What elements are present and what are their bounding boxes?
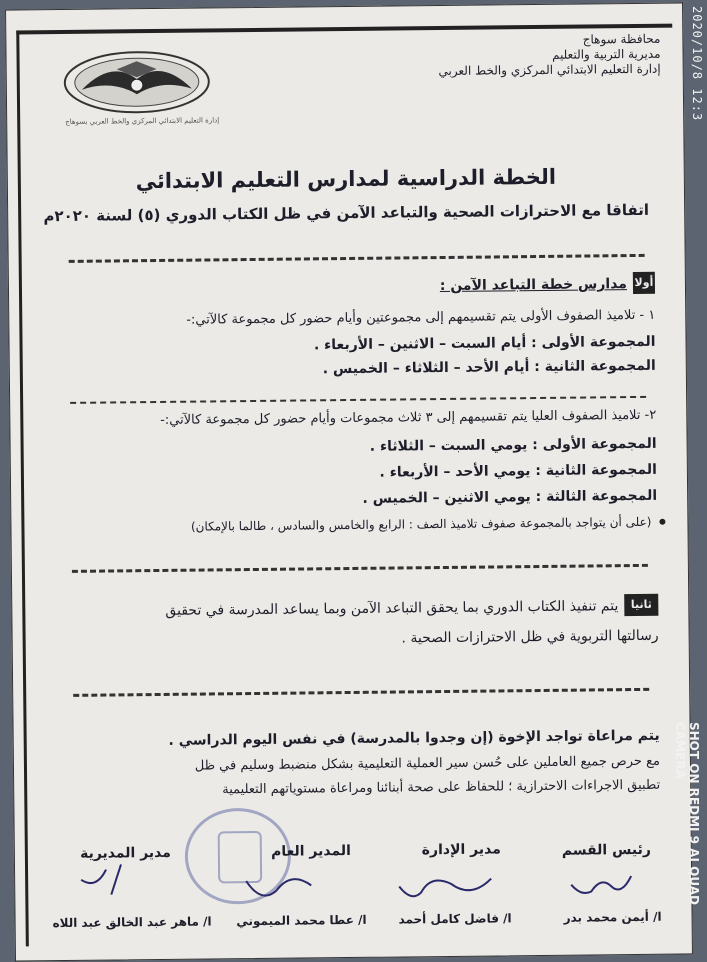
letterhead-administration: إدارة التعليم الابتدائي المركزي والخط العربي	[438, 61, 661, 79]
signatory-title-4: مدير المديرية	[79, 844, 171, 862]
logo-caption: إدارة التعليم الابتدائي المركزي والخط العربي بسوهاج	[65, 116, 220, 126]
page-title: الخطة الدراسية لمدارس التعليم الابتدائي	[135, 164, 557, 194]
bullet-icon	[659, 519, 665, 525]
signatory-name-1: ا/ أيمن محمد بدر	[563, 909, 662, 925]
camera-watermark: SHOT ON REDMI 9 AI QUAD CAMERA	[673, 722, 701, 905]
section1-item2: ٢- تلاميذ الصفوف العليا يتم تقسيمهم إلى ٣ ثلاث مجموعات وأيام حضور كل مجموعة كالآتي:-	[160, 407, 657, 428]
section-badge-second: ثانيا	[624, 594, 658, 616]
letterhead-directorate: مديرية التربية والتعليم	[551, 46, 661, 62]
divider	[72, 564, 648, 573]
handwritten-signature-2	[391, 863, 501, 904]
handwritten-signature-1	[561, 866, 641, 907]
section1-item1: ١ - تلاميذ الصفوف الأولى يتم تقسيمهم إلى مجموعتين وأيام حضور كل مجموعة كالآتي:-	[186, 307, 656, 328]
letterhead	[438, 32, 661, 79]
section3-line3: تطبيق الاجراءات الاحترازية ؛ للحفاظ على صحة أبنائنا ومراعاة مستوياتهم التعليمية	[222, 777, 661, 798]
handwritten-signature-4	[71, 859, 131, 900]
signatory-title-2: مدير الإدارة	[421, 841, 501, 859]
group2-lower: المجموعة الثانية : أيام الأحد – الثلاثاء – الخميس .	[322, 357, 656, 378]
signatory-name-2: ا/ فاضل كامل أحمد	[398, 911, 512, 927]
group3-upper: المجموعة الثالثة : يومي الاثنين – الخميس .	[362, 487, 658, 507]
page-border-left	[16, 30, 29, 946]
group1-lower: المجموعة الأولى : أيام السبت – الاثنين – الأربعاء .	[313, 333, 656, 354]
section2-line1: يتم تنفيذ الكتاب الدوري بما يحقق التباعد الآمن وبما يساعد المدرسة في تحقيق	[165, 598, 619, 619]
section3-line1: يتم مراعاة تواجد الإخوة (إن وجدوا بالمدرسة) في نفس اليوم الدراسي .	[168, 727, 660, 749]
group2-upper: المجموعة الثانية : يومي الأحد – الأربعاء .	[379, 461, 657, 481]
signatory-title-1: رئيس القسم	[561, 841, 651, 859]
letterhead-governorate: محافظة سوهاج	[582, 31, 661, 47]
handwritten-signature-3	[231, 865, 321, 906]
section3-line2: مع حرص جميع العاملين على حُسن سير العملية التعليمية بشكل منضبط وسليم في ظل	[194, 753, 661, 774]
divider	[73, 688, 649, 697]
signatory-title-3: المدير العام	[270, 843, 351, 860]
signatory-name-3: ا/ عطا محمد الميموني	[236, 912, 367, 929]
page-subtitle: اتفاقا مع الاحترازات الصحية والتباعد الآمن في ظل الكتاب الدوري (٥) لسنة ٢٠٢٠م	[43, 200, 650, 226]
administration-logo	[61, 48, 212, 116]
section1-heading: مدارس خطة التباعد الآمن :	[439, 276, 628, 295]
group1-upper: المجموعة الأولى : يومي السبت – الثلاثاء .	[369, 435, 657, 455]
photo-timestamp: 2020/10/8 12:3	[690, 6, 704, 122]
section-badge-first: أولا	[633, 272, 655, 294]
divider	[69, 254, 645, 263]
document-page	[5, 2, 693, 961]
section1-note: (على أن يتواجد بالمجموعة صفوف تلاميذ الصف : الرابع والخامس والسادس ، طالما بالإمكان)	[190, 514, 652, 534]
section2-line2: رسالتها التربوية في ظل الاحترازات الصحية .	[401, 627, 659, 647]
signatory-name-4: ا/ ماهر عبد الخالق عبد اللاه	[52, 914, 212, 931]
divider	[70, 396, 646, 404]
